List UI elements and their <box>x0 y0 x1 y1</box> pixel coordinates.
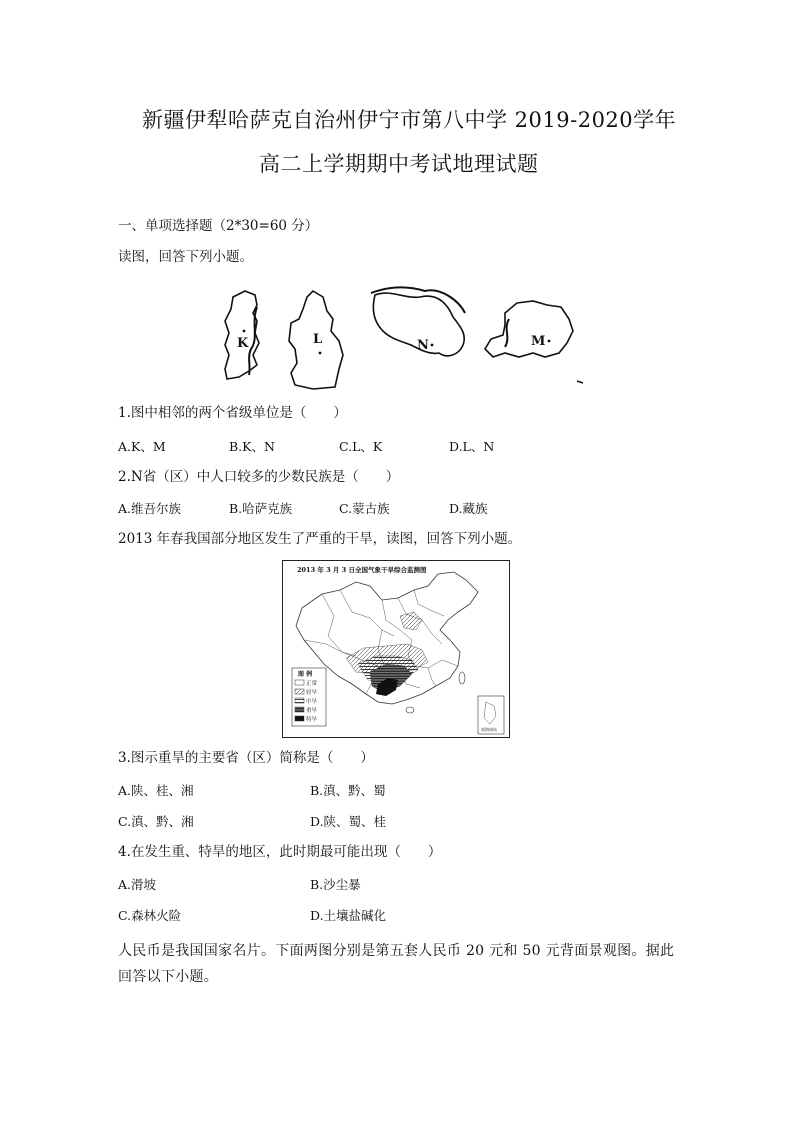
map-label-l: L <box>313 332 323 347</box>
intro-text-3: 人民币是我国国家名片。下面两图分别是第五套人民币 20 元和 50 元背面景观图。据此回答以下小题。 <box>118 943 675 985</box>
question-1-option-c[interactable]: C.L、K <box>339 439 383 454</box>
question-4-stem: 4.在发生重、特旱的地区，此时期最可能出现（ ） <box>118 844 442 860</box>
question-1-option-a[interactable]: A.K、M <box>118 439 166 454</box>
section-heading: 一、单项选择题（2*30=60 分） <box>118 218 319 234</box>
coast-mark <box>577 381 583 383</box>
province-m-outline <box>485 301 573 357</box>
map-label-n: N <box>417 338 429 353</box>
question-3-option-c[interactable]: C.滇、黔、湘 <box>118 814 194 829</box>
province-k-border-line <box>249 307 257 375</box>
map-label-m: M <box>531 334 546 349</box>
question-3-stem: 3.图示重旱的主要省（区）简称是（ ） <box>118 750 374 766</box>
legend-title: 图 例 <box>298 671 313 678</box>
intro-text-2: 2013 年春我国部分地区发生了严重的干旱，读图，回答下列小题。 <box>118 531 522 547</box>
question-3-option-a[interactable]: A.陕、桂、湘 <box>118 783 194 798</box>
drought-map-title: 2013 年 3 月 3 日全国气象干旱综合监测图 <box>297 566 427 574</box>
question-1-stem: 1.图中相邻的两个省级单位是（ ） <box>118 405 347 421</box>
intro-text-1: 读图，回答下列小题。 <box>118 249 253 265</box>
legend-item-light: 轻旱 <box>306 690 318 696</box>
legend-item-moderate: 中旱 <box>306 699 318 705</box>
question-4-option-a[interactable]: A.滑坡 <box>118 877 157 892</box>
legend-item-extreme: 特旱 <box>306 717 318 723</box>
map-label-k: K <box>237 336 249 351</box>
question-1-option-b[interactable]: B.K、N <box>229 439 275 454</box>
question-3-option-d[interactable]: D.陕、蜀、桂 <box>310 814 387 829</box>
page-title-line1: 新疆伊犁哈萨克自治州伊宁市第八中学 2019-2020学年 <box>142 108 677 132</box>
province-n-border-line <box>371 287 465 313</box>
province-outlines-figure <box>215 283 595 393</box>
legend-item-normal: 正常 <box>306 681 318 687</box>
legend-item-severe: 重旱 <box>306 708 318 714</box>
question-4-option-c[interactable]: C.森林火险 <box>118 908 182 923</box>
question-4-option-d[interactable]: D.土壤盐碱化 <box>310 908 387 923</box>
question-3-option-b[interactable]: B.滇、黔、蜀 <box>310 783 386 798</box>
question-2-option-b[interactable]: B.哈萨克族 <box>229 501 293 516</box>
inset-label: 南海诸岛 <box>481 727 497 732</box>
question-1-option-d[interactable]: D.L、N <box>449 439 495 454</box>
question-4-option-b[interactable]: B.沙尘暴 <box>310 877 361 892</box>
question-2-option-d[interactable]: D.藏族 <box>449 501 488 516</box>
drought-monitoring-map <box>282 560 510 738</box>
question-2-option-a[interactable]: A.维吾尔族 <box>118 501 182 516</box>
page-title-line2: 高二上学期期中考试地理试题 <box>259 152 539 176</box>
question-2-stem: 2.N省（区）中人口较多的少数民族是（ ） <box>118 469 400 485</box>
question-2-option-c[interactable]: C.蒙古族 <box>339 501 390 516</box>
